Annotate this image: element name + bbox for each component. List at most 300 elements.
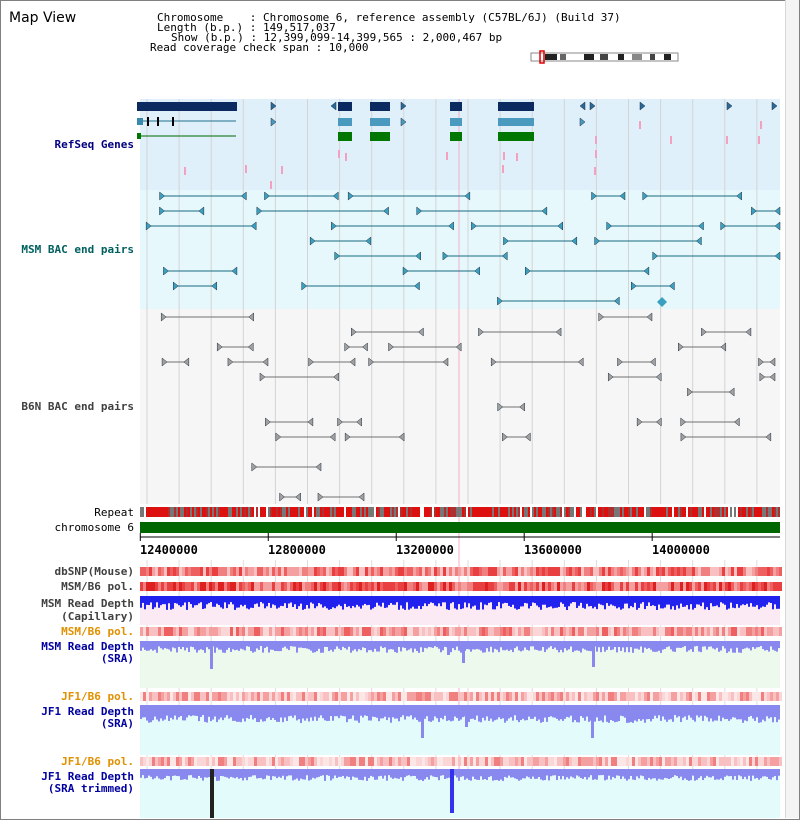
jf1-depth-trimmed-bar bbox=[606, 769, 608, 780]
msm-depth-capillary-bar bbox=[774, 596, 776, 604]
jf1-depth-trimmed-bar bbox=[358, 769, 360, 780]
msm-depth-capillary-bar bbox=[192, 596, 194, 608]
jf1-b6-pol-cell bbox=[563, 757, 566, 766]
jf1-b6-pol-cell bbox=[278, 757, 281, 766]
repeat-segment bbox=[624, 507, 626, 517]
jf1-depth-sra-bar bbox=[352, 705, 354, 715]
repeat-segment bbox=[718, 507, 720, 517]
msm-depth-sra-bar bbox=[662, 641, 664, 650]
jf1-b6-pol-cell bbox=[419, 692, 422, 701]
msm-b6-pol-cell bbox=[332, 627, 335, 636]
msm-b6-pol-cell bbox=[551, 582, 554, 591]
msm-b6-pol-cell bbox=[494, 582, 497, 591]
dbsnp-density-cell bbox=[359, 567, 362, 576]
msm-depth-sra-bar bbox=[370, 641, 372, 650]
dbsnp-density-cell bbox=[566, 567, 569, 576]
msm-b6-pol-cell bbox=[617, 627, 620, 636]
jf1-b6-pol-cell bbox=[671, 757, 674, 766]
msm-depth-sra-bar bbox=[332, 641, 334, 652]
msm-b6-pol-cell bbox=[434, 627, 437, 636]
jf1-depth-sra-bar bbox=[546, 705, 548, 722]
jf1-depth-sra-bar bbox=[374, 705, 376, 717]
jf1-depth-trimmed-bar bbox=[762, 769, 764, 776]
jf1-b6-pol-cell bbox=[491, 757, 494, 766]
jf1-depth-sra-bar bbox=[304, 705, 306, 721]
msm-b6-pol-cell bbox=[422, 627, 425, 636]
msm-depth-sra-bar bbox=[526, 641, 528, 650]
repeat-segment bbox=[446, 507, 448, 517]
jf1-b6-pol-cell bbox=[632, 757, 635, 766]
jf1-depth-sra-bar bbox=[194, 705, 196, 716]
jf1-depth-sra-bar bbox=[280, 705, 282, 717]
msm-b6-pol-cell bbox=[647, 582, 650, 591]
repeat-segment bbox=[342, 507, 344, 517]
msm-b6-pol-cell bbox=[572, 582, 575, 591]
repeat-segment bbox=[692, 507, 694, 517]
msm-b6-pol-cell bbox=[632, 627, 635, 636]
repeat-segment bbox=[570, 507, 572, 517]
msm-depth-sra-bar bbox=[708, 641, 710, 647]
msm-depth-sra-bar-spike bbox=[447, 641, 450, 655]
jf1-depth-trimmed-bar bbox=[378, 769, 380, 776]
repeat-segment bbox=[674, 507, 676, 517]
jf1-depth-trimmed-bar bbox=[306, 769, 308, 775]
repeat-segment bbox=[328, 507, 330, 517]
msm-depth-sra-bar bbox=[694, 641, 696, 646]
jf1-depth-trimmed-bar bbox=[434, 769, 436, 777]
msm-depth-capillary-bar bbox=[538, 596, 540, 607]
jf1-depth-sra-bar bbox=[740, 705, 742, 719]
msm-depth-sra-bar bbox=[710, 641, 712, 647]
repeat-segment bbox=[200, 507, 202, 517]
msm-b6-pol-cell bbox=[575, 627, 578, 636]
jf1-depth-trimmed-bar bbox=[734, 769, 736, 776]
jf1-b6-pol-cell bbox=[710, 692, 713, 701]
msm-depth-sra-bar bbox=[236, 641, 238, 650]
jf1-b6-pol-cell bbox=[680, 757, 683, 766]
msm-depth-sra-bar bbox=[634, 641, 636, 649]
msm-depth-capillary-bar bbox=[346, 596, 348, 607]
jf1-depth-sra-bar bbox=[418, 705, 420, 722]
msm-depth-capillary-bar bbox=[150, 596, 152, 602]
msm-depth-sra-bar bbox=[736, 641, 738, 648]
jf1-b6-pol-cell bbox=[443, 757, 446, 766]
jf1-depth-trimmed-bar bbox=[644, 769, 646, 779]
repeat-segment bbox=[670, 507, 672, 517]
msm-b6-pol-cell bbox=[233, 627, 236, 636]
msm-b6-pol-cell bbox=[566, 627, 569, 636]
jf1-depth-sra-bar bbox=[704, 705, 706, 716]
repeat-segment bbox=[326, 507, 328, 517]
dbsnp-density-cell bbox=[710, 567, 713, 576]
jf1-depth-trimmed-bar bbox=[240, 769, 242, 778]
msm-b6-pol-cell bbox=[455, 582, 458, 591]
msm-depth-sra-bar bbox=[300, 641, 302, 648]
dbsnp-density-cell bbox=[488, 567, 491, 576]
msm-depth-capillary-bar bbox=[308, 596, 310, 608]
jf1-depth-sra-bar bbox=[702, 705, 704, 721]
dbsnp-density-cell bbox=[629, 567, 632, 576]
repeat-segment bbox=[338, 507, 340, 517]
msm-depth-capillary-bar bbox=[690, 596, 692, 604]
jf1-depth-trimmed-bar bbox=[458, 769, 460, 781]
msm-b6-pol-cell bbox=[647, 627, 650, 636]
msm-b6-pol-cell bbox=[530, 582, 533, 591]
repeat-segment bbox=[548, 507, 550, 517]
jf1-depth-trimmed-bar bbox=[508, 769, 510, 776]
jf1-depth-trimmed-bar bbox=[182, 769, 184, 779]
jf1-depth-sra-bar bbox=[594, 705, 596, 722]
dbsnp-density-cell bbox=[227, 567, 230, 576]
dbsnp-density-cell bbox=[575, 567, 578, 576]
msm-depth-sra-bar bbox=[218, 641, 220, 650]
header-length: Length (b.p.) : 149,517,037 bbox=[157, 21, 336, 34]
jf1-depth-sra-bar bbox=[726, 705, 728, 719]
dbsnp-density-cell bbox=[461, 567, 464, 576]
jf1-b6-pol-cell bbox=[461, 692, 464, 701]
dbsnp-density-cell bbox=[596, 567, 599, 576]
msm-b6-pol-cell bbox=[299, 627, 302, 636]
jf1-depth-trimmed-bar bbox=[332, 769, 334, 779]
repeat-segment bbox=[676, 507, 678, 517]
refseq-snp-mark bbox=[281, 166, 283, 174]
jf1-depth-trimmed-bar bbox=[772, 769, 774, 777]
jf1-depth-sra-bar bbox=[622, 705, 624, 716]
msm-b6-pol-cell bbox=[296, 627, 299, 636]
msm-depth-capillary-bar bbox=[194, 596, 196, 605]
jf1-depth-sra-bar bbox=[156, 705, 158, 720]
jf1-b6-pol-cell bbox=[350, 692, 353, 701]
repeat-segment bbox=[218, 507, 220, 517]
msm-depth-capillary-bar bbox=[148, 596, 150, 605]
jf1-depth-sra-bar bbox=[188, 705, 190, 715]
jf1-b6-pol-cell bbox=[437, 757, 440, 766]
msm-b6-pol-cell bbox=[419, 627, 422, 636]
dbsnp-density-cell bbox=[683, 567, 686, 576]
msm-depth-sra-bar bbox=[636, 641, 638, 649]
jf1-depth-sra-bar bbox=[262, 705, 264, 722]
jf1-b6-pol-cell bbox=[410, 692, 413, 701]
jf1-b6-pol-cell bbox=[395, 692, 398, 701]
repeat-segment bbox=[172, 507, 174, 517]
dbsnp-density-cell bbox=[296, 567, 299, 576]
dbsnp-density-cell bbox=[677, 567, 680, 576]
jf1-depth-sra-bar bbox=[612, 705, 614, 721]
jf1-b6-pol-cell bbox=[185, 757, 188, 766]
jf1-depth-trimmed-bar bbox=[486, 769, 488, 780]
jf1-b6-pol-cell bbox=[323, 757, 326, 766]
jf1-depth-sra-bar bbox=[202, 705, 204, 715]
msm-depth-sra-bar bbox=[540, 641, 542, 651]
msm-depth-capillary-bar bbox=[700, 596, 702, 606]
jf1-depth-sra-bar bbox=[380, 705, 382, 718]
msm-b6-pol-cell bbox=[632, 582, 635, 591]
jf1-depth-sra-bar bbox=[200, 705, 202, 717]
msm-depth-sra-bar bbox=[312, 641, 314, 653]
vertical-scrollbar[interactable] bbox=[785, 0, 799, 818]
msm-b6-pol-cell bbox=[551, 627, 554, 636]
jf1-depth-sra-bar bbox=[252, 705, 254, 719]
msm-b6-pol-cell bbox=[566, 582, 569, 591]
msm-depth-capillary-bar bbox=[524, 596, 526, 603]
jf1-depth-sra-bar bbox=[682, 705, 684, 718]
msm-b6-pol-cell bbox=[725, 582, 728, 591]
msm-depth-capillary-bar bbox=[488, 596, 490, 603]
repeat-segment bbox=[254, 507, 256, 517]
msm-depth-sra-bar bbox=[276, 641, 278, 651]
jf1-depth-sra-bar bbox=[436, 705, 438, 718]
jf1-b6-pol-cell bbox=[506, 757, 509, 766]
dbsnp-density-cell bbox=[332, 567, 335, 576]
jf1-depth-sra-bar bbox=[476, 705, 478, 716]
msm-b6-pol-cell bbox=[263, 582, 266, 591]
jf1-depth-sra-bar bbox=[308, 705, 310, 721]
dbsnp-density-cell bbox=[689, 567, 692, 576]
jf1-b6-pol-cell bbox=[722, 757, 725, 766]
jf1-depth-trimmed-bar bbox=[598, 769, 600, 775]
jf1-depth-sra-bar bbox=[292, 705, 294, 718]
msm-depth-sra-bar bbox=[656, 641, 658, 652]
dbsnp-density-cell bbox=[404, 567, 407, 576]
repeat-segment bbox=[244, 507, 246, 517]
jf1-depth-sra-bar bbox=[376, 705, 378, 718]
repeat-segment bbox=[604, 507, 606, 517]
dbsnp-density-cell bbox=[314, 567, 317, 576]
axis-tick-label: 12400000 bbox=[140, 543, 198, 557]
msm-depth-sra-bar bbox=[282, 641, 284, 648]
jf1-depth-trimmed-bar bbox=[484, 769, 486, 779]
jf1-b6-pol-cell bbox=[704, 692, 707, 701]
msm-b6-pol-cell bbox=[608, 582, 611, 591]
jf1-depth-trimmed-bar bbox=[732, 769, 734, 780]
msm-depth-sra-bar bbox=[166, 641, 168, 649]
jf1-depth-trimmed-bar bbox=[172, 769, 174, 776]
jf1-depth-sra-bar bbox=[738, 705, 740, 719]
msm-depth-sra-bar bbox=[164, 641, 166, 648]
jf1-depth-sra-bar bbox=[204, 705, 206, 722]
msm-b6-pol-cell bbox=[251, 627, 254, 636]
jf1-b6-pol-cell bbox=[659, 757, 662, 766]
jf1-b6-pol-cell bbox=[209, 692, 212, 701]
jf1-b6-pol-cell bbox=[218, 757, 221, 766]
msm-depth-capillary-bar bbox=[300, 596, 302, 604]
jf1-depth-trimmed-bar bbox=[572, 769, 574, 777]
jf1-depth-sra-bar bbox=[754, 705, 756, 721]
jf1-depth-trimmed-bar bbox=[512, 769, 514, 777]
msm-b6-pol-cell bbox=[353, 582, 356, 591]
jf1-b6-pol-cell bbox=[197, 692, 200, 701]
msm-depth-sra-bar bbox=[306, 641, 308, 649]
jf1-depth-trimmed-bar bbox=[494, 769, 496, 780]
jf1-depth-trimmed-bar bbox=[376, 769, 378, 780]
msm-b6-pol-cell bbox=[386, 582, 389, 591]
msm-depth-capillary-bar bbox=[158, 596, 160, 608]
msm-depth-sra-bar bbox=[748, 641, 750, 648]
msm-depth-capillary-bar bbox=[680, 596, 682, 604]
jf1-depth-sra-bar bbox=[762, 705, 764, 720]
jf1-depth-trimmed-bar bbox=[752, 769, 754, 776]
dbsnp-density-cell bbox=[440, 567, 443, 576]
jf1-b6-pol-cell bbox=[245, 757, 248, 766]
jf1-depth-sra-bar bbox=[474, 705, 476, 720]
jf1-b6-pol-cell bbox=[740, 692, 743, 701]
msm-b6-pol-cell bbox=[680, 582, 683, 591]
ideogram-band bbox=[560, 54, 566, 60]
msm-depth-capillary-bar bbox=[664, 596, 666, 608]
jf1-depth-trimmed-bar bbox=[388, 769, 390, 775]
jf1-depth-sra-bar bbox=[434, 705, 436, 716]
msm-depth-sra-bar bbox=[534, 641, 536, 650]
jf1-b6-pol-cell bbox=[464, 757, 467, 766]
repeat-segment bbox=[410, 507, 412, 517]
repeat-segment bbox=[728, 507, 730, 517]
msm-b6-pol-cell bbox=[644, 627, 647, 636]
msm-b6-pol-cell bbox=[719, 582, 722, 591]
refseq-snp-mark bbox=[760, 121, 762, 129]
msm-depth-sra-bar bbox=[478, 641, 480, 649]
dbsnp-density-cell bbox=[674, 567, 677, 576]
msm-b6-pol-cell bbox=[746, 582, 749, 591]
jf1-depth-sra-bar bbox=[368, 705, 370, 720]
repeat-segment bbox=[426, 507, 428, 517]
msm-depth-capillary-bar bbox=[412, 596, 414, 607]
repeat-segment bbox=[276, 507, 278, 517]
jf1-b6-pol-cell bbox=[284, 757, 287, 766]
msm-b6-pol-cell bbox=[473, 582, 476, 591]
jf1-b6-pol-cell bbox=[773, 692, 776, 701]
jf1-b6-pol-cell bbox=[704, 757, 707, 766]
jf1-depth-trimmed-bar bbox=[390, 769, 392, 778]
dbsnp-density-cell bbox=[320, 567, 323, 576]
repeat-segment bbox=[148, 507, 150, 517]
dbsnp-density-cell bbox=[518, 567, 521, 576]
jf1-b6-pol-cell bbox=[191, 757, 194, 766]
msm-depth-sra-bar bbox=[522, 641, 524, 651]
jf1-depth-trimmed-bar bbox=[422, 769, 424, 781]
repeat-segment bbox=[490, 507, 492, 517]
msm-depth-capillary-bar bbox=[290, 596, 292, 603]
jf1-depth-sra-bar bbox=[586, 705, 588, 717]
jf1-b6-pol-cell bbox=[416, 692, 419, 701]
repeat-segment bbox=[772, 507, 774, 517]
jf1-depth-trimmed-bar bbox=[582, 769, 584, 779]
msm-b6-pol-cell bbox=[281, 582, 284, 591]
msm-b6-pol-cell bbox=[164, 627, 167, 636]
jf1-depth-trimmed-bar bbox=[216, 769, 218, 781]
repeat-segment bbox=[180, 507, 182, 517]
repeat-segment bbox=[660, 507, 662, 517]
jf1-b6-pol-cell bbox=[377, 757, 380, 766]
dbsnp-density-cell bbox=[209, 567, 212, 576]
dbsnp-density-cell bbox=[410, 567, 413, 576]
jf1-depth-sra-bar bbox=[680, 705, 682, 722]
jf1-b6-pol-cell bbox=[386, 692, 389, 701]
jf1-depth-sra-bar bbox=[294, 705, 296, 715]
msm-depth-sra-bar bbox=[400, 641, 402, 651]
jf1-depth-sra-bar bbox=[492, 705, 494, 722]
repeat-segment bbox=[162, 507, 164, 517]
dbsnp-density-cell bbox=[695, 567, 698, 576]
jf1-b6-pol-cell bbox=[752, 757, 755, 766]
jf1-depth-trimmed-bar bbox=[740, 769, 742, 776]
dbsnp-density-cell bbox=[644, 567, 647, 576]
msm-b6-pol-cell bbox=[179, 627, 182, 636]
jf1-depth-sra-bar bbox=[316, 705, 318, 721]
jf1-depth-sra-bar bbox=[326, 705, 328, 721]
jf1-depth-sra-bar bbox=[602, 705, 604, 722]
msm-depth-capillary-bar bbox=[562, 596, 564, 604]
jf1-b6-pol-cell bbox=[290, 692, 293, 701]
msm-b6-pol-cell bbox=[350, 627, 353, 636]
jf1-depth-trimmed-bar bbox=[168, 769, 170, 776]
msm-b6-pol-cell bbox=[482, 582, 485, 591]
msm-depth-sra-bar bbox=[172, 641, 174, 647]
jf1-b6-pol-cell bbox=[209, 757, 212, 766]
dbsnp-density-cell bbox=[530, 567, 533, 576]
msm-depth-sra-bar bbox=[598, 641, 600, 647]
msm-depth-capillary-bar bbox=[666, 596, 668, 605]
msm-b6-pol-cell bbox=[275, 627, 278, 636]
repeat-segment bbox=[214, 507, 216, 517]
repeat-segment bbox=[144, 507, 146, 517]
msm-depth-sra-bar bbox=[624, 641, 626, 652]
msm-b6-pol-cell bbox=[350, 582, 353, 591]
msm-depth-capillary-bar bbox=[414, 596, 416, 609]
dbsnp-density-cell bbox=[143, 567, 146, 576]
repeat-segment bbox=[584, 507, 586, 517]
msm-depth-sra-bar bbox=[378, 641, 380, 652]
jf1-depth-trimmed-bar bbox=[518, 769, 520, 781]
msm-depth-capillary-bar bbox=[478, 596, 480, 610]
msm-b6-pol-cell bbox=[176, 627, 179, 636]
msm-depth-capillary-bar bbox=[208, 596, 210, 603]
track-label-repeat: Repeat bbox=[94, 506, 134, 519]
msm-b6-pol-cell bbox=[368, 627, 371, 636]
repeat-segment bbox=[424, 507, 426, 517]
jf1-b6-pol-cell bbox=[398, 692, 401, 701]
repeat-segment bbox=[246, 507, 248, 517]
jf1-b6-pol-cell bbox=[428, 757, 431, 766]
jf1-depth-trimmed-bar bbox=[764, 769, 766, 776]
jf1-b6-pol-cell bbox=[548, 692, 551, 701]
msm-depth-sra-bar bbox=[358, 641, 360, 649]
msm-depth-sra-bar bbox=[156, 641, 158, 653]
jf1-b6-pol-cell bbox=[281, 692, 284, 701]
msm-depth-capillary-bar bbox=[544, 596, 546, 605]
msm-b6-pol-cell bbox=[728, 627, 731, 636]
msm-depth-capillary-bar bbox=[272, 596, 274, 604]
jf1-depth-trimmed-bar bbox=[424, 769, 426, 779]
msm-b6-pol-cell bbox=[266, 582, 269, 591]
jf1-b6-pol-cell bbox=[143, 692, 146, 701]
dbsnp-density-cell bbox=[521, 567, 524, 576]
jf1-b6-pol-cell bbox=[272, 757, 275, 766]
msm-b6-pol-cell bbox=[593, 582, 596, 591]
msm-b6-pol-cell bbox=[740, 627, 743, 636]
msm-b6-pol-cell bbox=[359, 582, 362, 591]
dbsnp-density-cell bbox=[617, 567, 620, 576]
msm-depth-sra-bar bbox=[488, 641, 490, 652]
jf1-depth-sra-bar bbox=[614, 705, 616, 722]
msm-b6-pol-cell bbox=[539, 582, 542, 591]
msm-b6-pol-cell bbox=[464, 627, 467, 636]
msm-depth-capillary-bar bbox=[342, 596, 344, 610]
repeat-segment bbox=[640, 507, 642, 517]
dbsnp-density-cell bbox=[632, 567, 635, 576]
jf1-depth-sra-bar bbox=[650, 705, 652, 721]
jf1-b6-pol-cell bbox=[341, 692, 344, 701]
repeat-segment bbox=[596, 507, 598, 517]
